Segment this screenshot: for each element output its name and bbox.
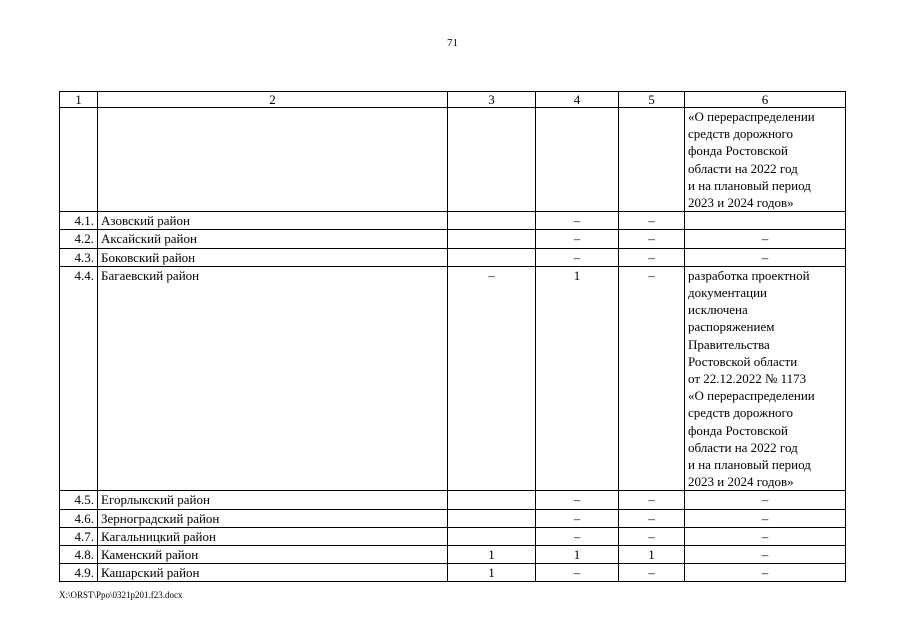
- col4-value: 1: [536, 546, 619, 564]
- col5-value: –: [619, 509, 685, 527]
- note-line: 2023 и 2024 годов»: [688, 474, 794, 490]
- header-cell: 4: [536, 92, 619, 108]
- table-row: [60, 491, 846, 509]
- col5-value: –: [619, 491, 685, 509]
- row-number: 4.2.: [60, 230, 98, 248]
- row-number: 4.6.: [60, 509, 98, 527]
- note-line: документации: [688, 285, 768, 301]
- district-name: Азовский район: [98, 212, 448, 230]
- col3-value: [448, 230, 536, 248]
- col3-value: [448, 509, 536, 527]
- file-path-footer: X:\ORST\Ppo\0321p201.f23.docx: [59, 590, 183, 600]
- col4-value: –: [536, 248, 619, 266]
- district-name: Багаевский район: [98, 266, 448, 491]
- note-line: распоряжением: [688, 319, 775, 335]
- note-line: Правительства: [688, 336, 770, 352]
- col3-value: –: [448, 266, 536, 491]
- col6-value: –: [685, 564, 846, 582]
- note-line: и на плановый период: [688, 177, 811, 193]
- col4-value: –: [536, 230, 619, 248]
- table-row: [60, 564, 846, 582]
- note-line: и на плановый период: [688, 457, 811, 473]
- header-cell: 2: [98, 92, 448, 108]
- header-cell: 3: [448, 92, 536, 108]
- col4-value: –: [536, 564, 619, 582]
- col4-value: 1: [536, 266, 619, 491]
- note-line: исключена: [688, 302, 748, 318]
- table-row: [60, 266, 846, 491]
- note-line: фонда Ростовской: [688, 143, 788, 159]
- col6-note: [685, 266, 846, 491]
- row-number: 4.4.: [60, 266, 98, 491]
- note-line: фонда Ростовской: [688, 422, 788, 438]
- col6-value: –: [685, 509, 846, 527]
- col5-value: –: [619, 248, 685, 266]
- col3-value: 1: [448, 564, 536, 582]
- col3-value: [448, 212, 536, 230]
- row-number: 4.8.: [60, 546, 98, 564]
- col6-value: –: [685, 491, 846, 509]
- note-line: средств дорожного: [688, 126, 794, 142]
- col3-value: 1: [448, 546, 536, 564]
- table-row: [60, 230, 846, 248]
- col3-value: [448, 491, 536, 509]
- col6-value: [685, 212, 846, 230]
- col4-value: –: [536, 509, 619, 527]
- table-row: [60, 212, 846, 230]
- col6-value: –: [685, 248, 846, 266]
- district-name: Боковский район: [98, 248, 448, 266]
- header-cell: 5: [619, 92, 685, 108]
- col5-value: 1: [619, 546, 685, 564]
- col5-value: –: [619, 564, 685, 582]
- header-row: [60, 92, 846, 108]
- districts-table: [59, 91, 846, 582]
- col6-value: –: [685, 230, 846, 248]
- row-number: 4.3.: [60, 248, 98, 266]
- district-name: Каменский район: [98, 546, 448, 564]
- table-row: [60, 527, 846, 545]
- note-line: Ростовской области: [688, 353, 798, 369]
- district-name: Зерноградский район: [98, 509, 448, 527]
- continuation-note: [685, 108, 846, 212]
- row-number: 4.5.: [60, 491, 98, 509]
- col5-value: –: [619, 266, 685, 491]
- col3-value: [448, 527, 536, 545]
- district-name: Кашарский район: [98, 564, 448, 582]
- col3-value: [448, 248, 536, 266]
- header-cell: 1: [60, 92, 98, 108]
- col4-value: –: [536, 212, 619, 230]
- note-line: разработка проектной: [688, 267, 810, 283]
- col5-value: –: [619, 212, 685, 230]
- note-line: области на 2022 год: [688, 160, 798, 176]
- header-cell: 6: [685, 92, 846, 108]
- note-line: области на 2022 год: [688, 439, 798, 455]
- note-line: от 22.12.2022 № 1173: [688, 371, 807, 387]
- col6-value: –: [685, 527, 846, 545]
- page-number: 71: [447, 37, 458, 49]
- row-number: 4.7.: [60, 527, 98, 545]
- col6-value: –: [685, 546, 846, 564]
- district-name: Кагальницкий район: [98, 527, 448, 545]
- note-line: «О перераспределении: [688, 109, 815, 124]
- note-line: «О перераспределении: [688, 388, 815, 404]
- col4-value: –: [536, 527, 619, 545]
- note-line: 2023 и 2024 годов»: [688, 195, 794, 211]
- col5-value: –: [619, 230, 685, 248]
- district-name: Аксайский район: [98, 230, 448, 248]
- note-line: средств дорожного: [688, 405, 794, 421]
- col4-value: –: [536, 491, 619, 509]
- col5-value: –: [619, 527, 685, 545]
- table-row: [60, 248, 846, 266]
- row-number: 4.1.: [60, 212, 98, 230]
- row-number: 4.9.: [60, 564, 98, 582]
- continuation-row: [60, 108, 846, 212]
- table-row: [60, 509, 846, 527]
- district-name: Егорлыкский район: [98, 491, 448, 509]
- table-row: [60, 546, 846, 564]
